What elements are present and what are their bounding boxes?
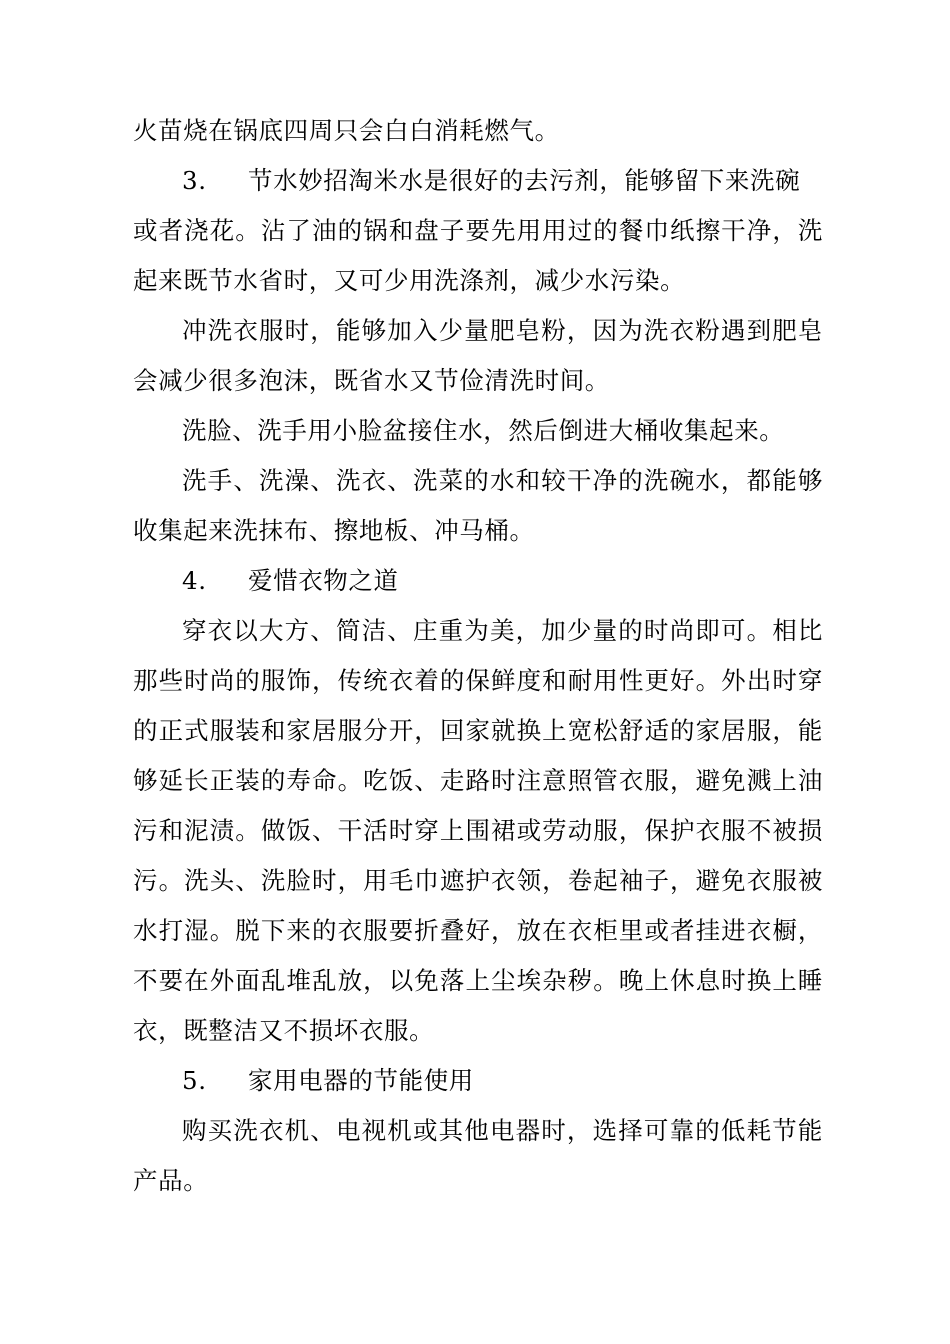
paragraph: 洗脸、洗手用小脸盆接住水，然后倒进大桶收集起来。: [182, 416, 785, 445]
section-heading-text: 节水妙招淘米水是很好的去污剂，能够留下来洗碗: [248, 166, 801, 195]
section-heading-3: [133, 156, 823, 206]
section-heading-5: [133, 1056, 823, 1106]
paragraph: 穿衣以大方、简洁、庄重为美，加少量的时尚即可。相比那些时尚的服饰，传统衣着的保鲜度和耐用性更好。外出时穿的正式服装和家居服分开，回家就换上宽松舒适的家居服，能够延长正装的寿命。吃饭、走路时注意照管衣服，避免溅上油污和泥渍。做饭、干活时穿上围裙或劳动服，保护衣服不被损污。洗头、洗脸时，用毛巾遮护衣领，卷起袖子，避免衣服被水打湿。脱下来的衣服要折叠好，放在衣柜里或者挂进衣橱，不要在外面乱堆乱放，以免落上尘埃杂秽。晚上休息时换上睡衣，既整洁又不损坏衣服。: [133, 616, 823, 1045]
section-number: 3.: [182, 166, 207, 195]
document-body: [133, 106, 823, 1206]
section-number: 5.: [182, 1066, 207, 1095]
paragraph: 购买洗衣机、电视机或其他电器时，选择可靠的低耗节能产品。: [133, 1116, 823, 1195]
section-heading-4: [133, 556, 823, 606]
section-number: 4.: [182, 566, 207, 595]
section-heading-text: 家用电器的节能使用: [248, 1066, 474, 1095]
paragraph: 冲洗衣服时，能够加入少量肥皂粉，因为洗衣粉遇到肥皂会减少很多泡沫，既省水又节俭清洗时间。: [133, 316, 823, 395]
paragraph: 洗手、洗澡、洗衣、洗菜的水和较干净的洗碗水，都能够收集起来洗抹布、擦地板、冲马桶。: [133, 466, 823, 545]
paragraph-continuation: 或者浇花。沾了油的锅和盘子要先用用过的餐巾纸擦干净，洗起来既节水省时，又可少用洗涤剂，减少水污染。: [133, 216, 823, 295]
section-heading-text: 爱惜衣物之道: [248, 566, 399, 595]
paragraph-continuation: 火苗烧在锅底四周只会白白消耗燃气。: [133, 116, 560, 145]
